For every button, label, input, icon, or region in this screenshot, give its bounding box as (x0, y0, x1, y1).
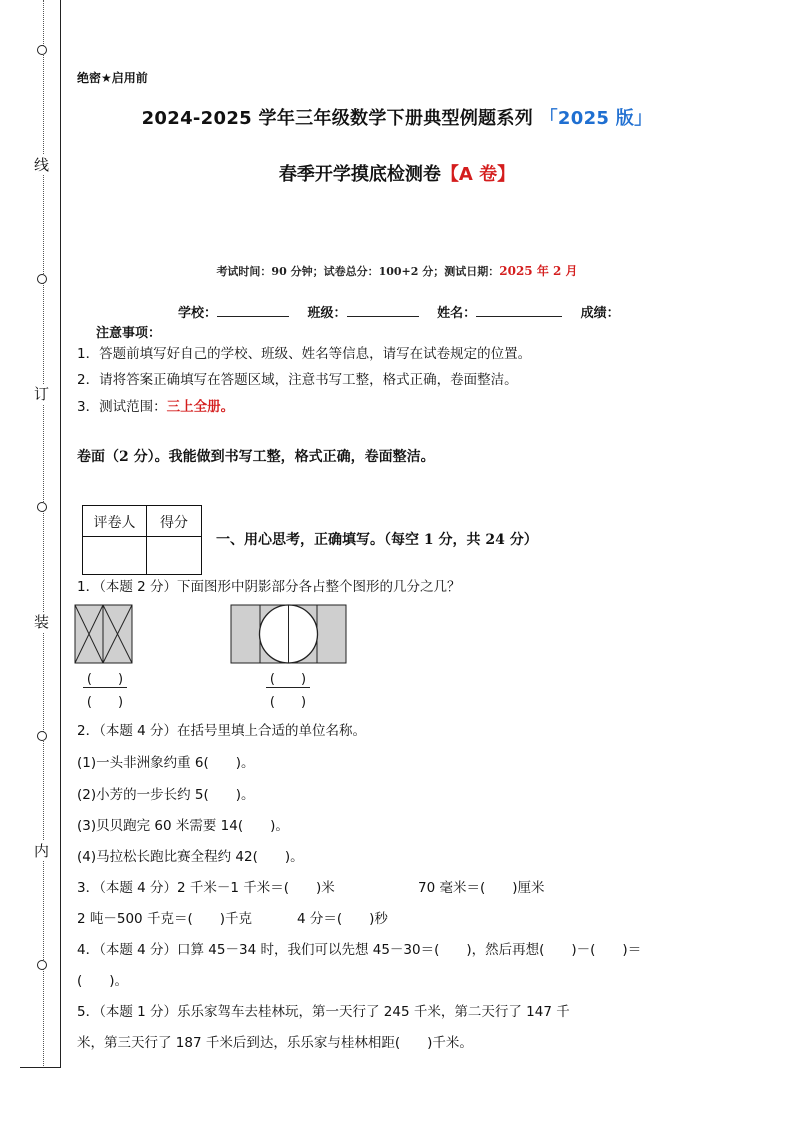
binding-char-xian: 线 (34, 156, 50, 174)
fraction-denominator-1: ( ) (86, 695, 124, 710)
binding-hole (37, 45, 47, 55)
secret-label: 绝密★启用前 (77, 71, 148, 85)
notice-heading: 注意事项： (96, 326, 162, 341)
question-3-part-d: 4 分＝( )秒 (297, 911, 388, 927)
exam-date: 2025 年 2 月 (499, 264, 578, 278)
score-label: 成绩： (580, 306, 620, 321)
subtitle-version: 【A 卷】 (440, 164, 516, 185)
question-2-part-3: (3)贝贝跑完 60 米需要 14( )。 (77, 818, 289, 834)
page-subtitle (0, 160, 794, 186)
score-header: 得分 (160, 515, 188, 531)
notice-item-3-prefix: 3．测试范围： (77, 399, 167, 415)
name-label: 姓名： (437, 306, 477, 321)
question-3-part-a: 3．（本题 4 分）2 千米－1 千米＝( )米 (77, 880, 335, 896)
question-3-part-c: 2 吨－500 千克＝( )千克 (77, 911, 252, 927)
subtitle-main: 春季开学摸底检测卷 (278, 164, 441, 185)
figure-square-shaded (74, 604, 136, 666)
neatness-note: 卷面（2 分）。我能做到书写工整，格式正确，卷面整洁。 (77, 449, 435, 465)
question-1: 1．（本题 2 分）下面图形中阴影部分各占整个图形的几分之几？ (77, 579, 461, 595)
question-4-line-1: 4．（本题 4 分）口算 45－34 时，我们可以先想 45－30＝( )，然后再想( )－( )＝ (77, 942, 642, 958)
fraction-denominator-2: ( ) (269, 695, 307, 710)
section-1-title: 一、用心思考，正确填写。（每空 1 分，共 24 分） (216, 532, 538, 548)
figure-circle-shaded (230, 604, 350, 666)
question-2-part-1: (1)一头非洲象约重 6( )。 (77, 755, 255, 771)
binding-hole (37, 502, 47, 512)
question-2-part-2: (2)小芳的一步长约 5( )。 (77, 787, 255, 803)
notice-item-3-value: 三上全册。 (166, 399, 235, 415)
binding-char-zhuang: 装 (34, 613, 50, 631)
binding-char-ding: 订 (34, 385, 50, 403)
fraction-bar-2 (266, 687, 310, 688)
school-blank[interactable] (217, 304, 289, 317)
class-blank[interactable] (347, 304, 419, 317)
fraction-numerator-1: ( ) (86, 672, 124, 687)
notice-item-2: 2．请将答案正确填写在答题区域，注意书写工整，格式正确，卷面整洁。 (77, 372, 518, 388)
notice-item-1: 1．答题前填写好自己的学校、班级、姓名等信息，请写在试卷规定的位置。 (77, 346, 532, 362)
binding-hole (37, 960, 47, 970)
question-5-line-2: 米，第三天行了 187 千米后到达，乐乐家与桂林相距( )千米。 (77, 1035, 473, 1051)
fraction-numerator-2: ( ) (269, 672, 307, 687)
question-2-part-4: (4)马拉松长跑比赛全程约 42( )。 (77, 849, 304, 865)
class-label: 班级： (307, 306, 347, 321)
grader-header: 评卷人 (93, 515, 136, 531)
binding-hole (37, 731, 47, 741)
exam-info-text: 考试时间：90 分钟；试卷总分：100+2 分；测试日期： (216, 265, 500, 278)
binding-char-nei: 内 (34, 842, 50, 860)
name-blank[interactable] (476, 304, 562, 317)
fraction-bar-1 (83, 687, 127, 688)
title-version: 「2025 版」 (539, 108, 653, 129)
notice-item-3 (77, 395, 234, 415)
question-4-line-2: ( )。 (77, 973, 129, 989)
question-2: 2．（本题 4 分）在括号里填上合适的单位名称。 (77, 723, 367, 739)
page-title (0, 104, 794, 130)
question-5-line-1: 5．（本题 1 分）乐乐家驾车去桂林玩，第一天行了 245 千米，第二天行了 147 千 (77, 1004, 570, 1020)
title-main: 2024-2025 学年三年级数学下册典型例题系列 (141, 108, 534, 129)
student-info-fields (178, 302, 620, 321)
exam-info (0, 262, 794, 279)
school-label: 学校： (178, 306, 218, 321)
score-table (82, 505, 202, 575)
binding-bottom-rule (20, 1067, 61, 1068)
question-3-part-b: 70 毫米＝( )厘米 (418, 880, 545, 896)
